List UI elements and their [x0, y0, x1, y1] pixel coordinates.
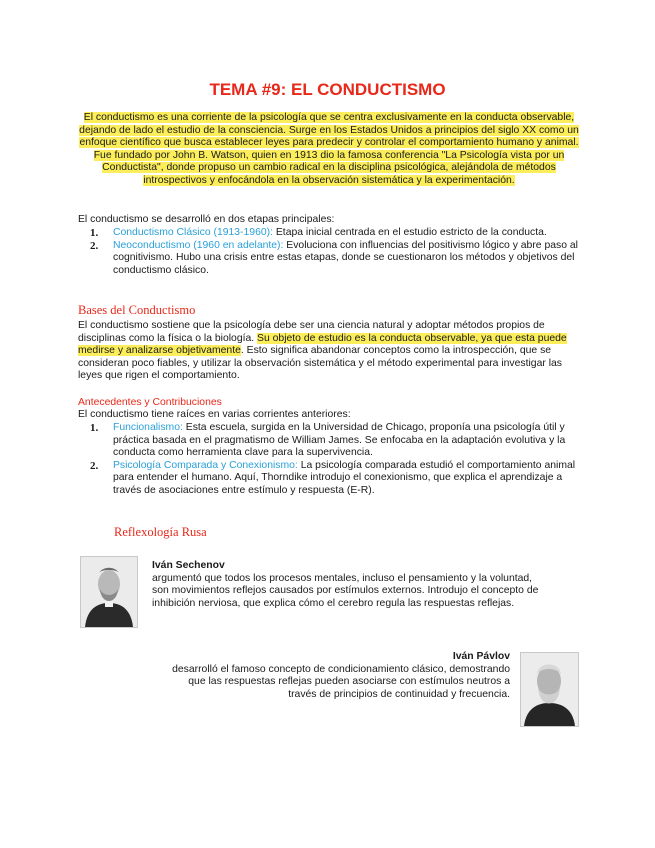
list-number: 2. [90, 459, 99, 472]
pavlov-name: Iván Pávlov [452, 651, 510, 662]
bases-highlight: Su objeto de estudio es la conducta observable, ya que esta puede medirse y analizarse objetivamente [78, 332, 567, 357]
list-item [78, 227, 580, 240]
list-number: 1. [90, 227, 99, 239]
list-number: 2. [90, 239, 99, 252]
stage-term: Conductismo Clásico (1913-1960): [113, 227, 273, 238]
pavlov-portrait [520, 652, 579, 727]
section-heading-antecedentes: Antecedentes y Contribuciones [78, 397, 222, 408]
antecedentes-lead: El conductismo tiene raíces en varias corrientes anteriores: [78, 409, 351, 420]
section-heading-reflexologia: Reflexología Rusa [114, 525, 207, 539]
sechenov-portrait [80, 556, 138, 628]
stages-list [78, 227, 580, 277]
stages-lead: El conductismo se desarrolló en dos etapas principales: [78, 214, 335, 225]
section-heading-bases: Bases del Conductismo [78, 303, 196, 317]
page-title: TEMA #9: EL CONDUCTISMO [209, 80, 446, 99]
antecedente-text: La psicología comparada estudió el comportamiento animal para entender el humano. Aquí, Thorndike introdujo el conexionismo, que explica el aprendizaje a través de asociaciones entre estímulo y respuesta (E-R). [113, 459, 576, 496]
list-item [78, 460, 580, 498]
antecedente-term: Funcionalismo: [113, 422, 183, 433]
intro-highlighted-text: El conductismo es una corriente de la psicología que se centra exclusivamente en la conducta observable, dejando de lado el estudio de la consciencia. Surge en los Estados Unidos a principios del siglo XX como un enfoque científico que busca establecer leyes para predecir y controlar el comportamiento humano y animal. Fue fundado por John B. Watson, quien en 1913 dio la famosa conferencia "La Psicología vista por un Conductista", donde propuso un cambio radical en la disciplina psicológica, alejándola de métodos introspectivos y enfocándola en la observación sistemática y la experimentación. [79, 112, 579, 186]
list-number: 1. [90, 422, 99, 434]
portrait-image [81, 557, 137, 627]
sechenov-text: argumentó que todos los procesos mentales, incluso el pensamiento y la voluntad, son movimientos reflejos causados por estímulos externos. Introdujo el concepto de inhibición nerviosa, que explica cómo el cerebro regula las respuestas reflejas. [152, 572, 539, 609]
stage-text: Etapa inicial centrada en el estudio estricto de la conducta. [272, 227, 547, 238]
antecedente-term: Psicología Comparada y Conexionismo: [113, 459, 298, 471]
stage-term: Neoconductismo (1960 en adelante): [113, 239, 284, 251]
list-item [78, 240, 580, 278]
antecedentes-list [78, 422, 580, 498]
portrait-image [521, 653, 578, 726]
stage-text: Evoluciona con influencias del positivismo lógico y abre paso al cognitivismo. Hubo una crisis entre estas etapas, donde se cuestionaron los métodos y objetivos del conductismo clásico. [113, 239, 578, 276]
bases-text: El conductismo sostiene que la psicología debe ser una ciencia natural y adoptar métodos propios de disciplinas como la física o la biología. [78, 320, 545, 344]
antecedente-text: Esta escuela, surgida en la Universidad de Chicago, proponía una psicología útil y práctica basada en el pragmatismo de William James. Se enfocaba en la adaptación evolutiva y la conducta como herramienta clave para la supervivencia. [113, 422, 566, 459]
intro-paragraph [78, 112, 580, 188]
list-item [78, 422, 580, 460]
bases-paragraph [78, 320, 580, 383]
sechenov-name: Iván Sechenov [152, 560, 225, 571]
sechenov-block [152, 560, 542, 610]
bases-text-after: . Esto significa abandonar conceptos como la introspección, que se consideran poco fiables, y utilizar la observación sistemática y el método experimental para investigar las leyes que rigen el comportamiento. [78, 345, 562, 382]
pavlov-block [160, 651, 510, 701]
pavlov-text: desarrolló el famoso concepto de condicionamiento clásico, demostrando que las respuestas reflejas pueden asociarse con estímulos neutros a través de principios de continuidad y frecuencia. [172, 663, 510, 700]
